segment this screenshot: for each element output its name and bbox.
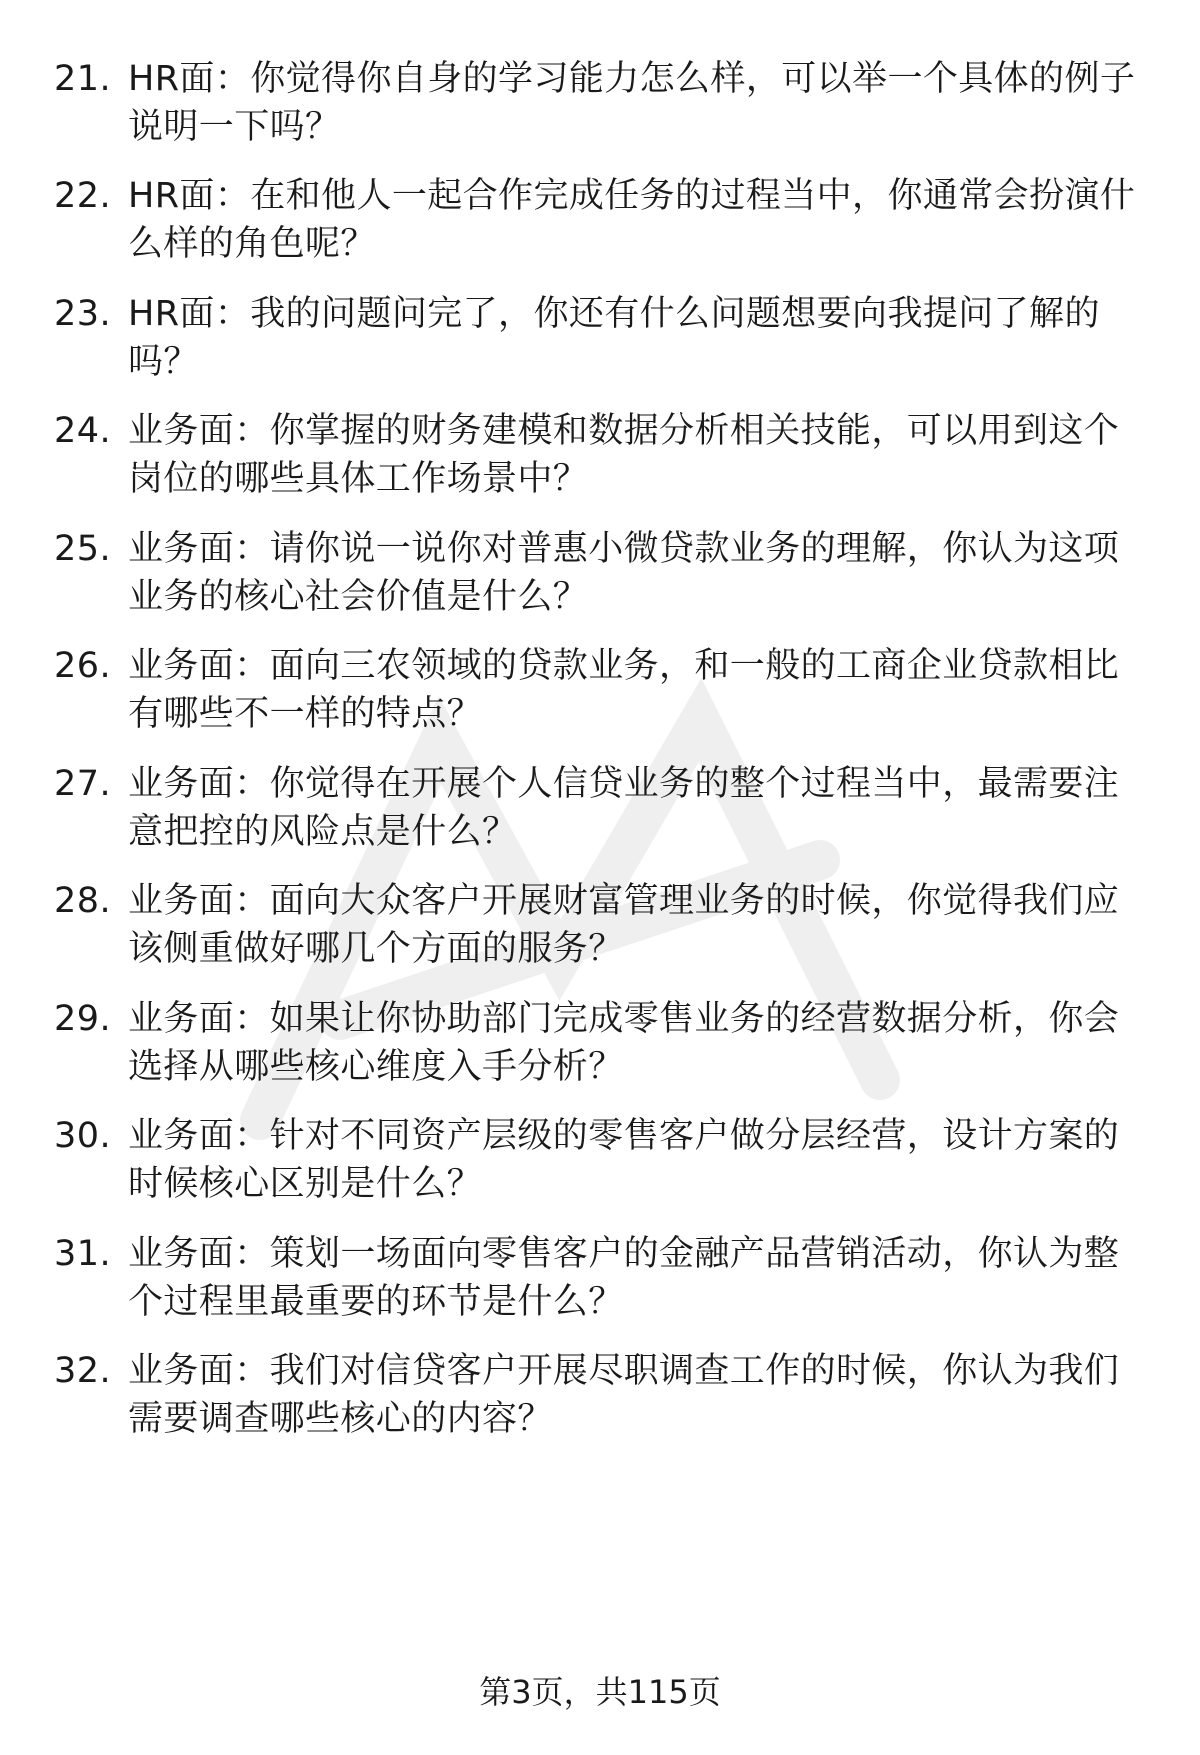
question-number: 28. [54, 881, 112, 921]
question-item [0, 55, 1200, 155]
question-item [0, 172, 1200, 272]
question-text [128, 407, 1158, 503]
question-category: 业务面： [128, 1351, 270, 1391]
question-item [0, 290, 1200, 390]
question-number: 31. [54, 1234, 112, 1274]
question-category: 业务面： [128, 646, 270, 686]
question-line2: 吗？ [128, 342, 199, 382]
question-line2: 选择从哪些核心维度入手分析？ [128, 1047, 624, 1087]
question-item [0, 407, 1200, 507]
question-category: HR面： [128, 176, 251, 216]
question-line2: 该侧重做好哪几个方面的服务？ [128, 929, 624, 969]
question-number: 32. [54, 1351, 112, 1391]
question-line2: 时候核心区别是什么？ [128, 1164, 483, 1204]
question-line1: 在和他人一起合作完成任务的过程当中，你通常会扮演什 [250, 176, 1136, 216]
question-number: 25. [54, 529, 112, 569]
question-category: 业务面： [128, 1234, 270, 1274]
question-number: 27. [54, 764, 112, 804]
question-text [128, 172, 1158, 268]
question-number: 29. [54, 999, 112, 1039]
question-item [0, 877, 1200, 977]
question-line2: 意把控的风险点是什么？ [128, 812, 518, 852]
question-text [128, 290, 1158, 386]
question-text [128, 1112, 1158, 1208]
question-line1: 面向大众客户开展财富管理业务的时候，你觉得我们应 [269, 881, 1120, 921]
question-number: 30. [54, 1116, 112, 1156]
question-text [128, 995, 1158, 1091]
question-category: HR面： [128, 59, 251, 99]
question-line2: 需要调查哪些核心的内容？ [128, 1399, 553, 1439]
question-text [128, 877, 1158, 973]
question-number: 22. [54, 176, 112, 216]
question-number: 23. [54, 294, 112, 334]
question-number: 26. [54, 646, 112, 686]
question-line1: 如果让你协助部门完成零售业务的经营数据分析，你会 [269, 999, 1120, 1039]
question-category: 业务面： [128, 764, 270, 804]
question-text [128, 525, 1158, 621]
question-category: HR面： [128, 294, 251, 334]
question-line2: 岗位的哪些具体工作场景中？ [128, 459, 589, 499]
question-line1: 我们对信贷客户开展尽职调查工作的时候，你认为我们 [269, 1351, 1120, 1391]
question-text [128, 642, 1158, 738]
question-text [128, 55, 1158, 151]
question-number: 24. [54, 411, 112, 451]
question-item [0, 525, 1200, 625]
question-line2: 么样的角色呢？ [128, 224, 376, 264]
question-line1: 面向三农领域的贷款业务，和一般的工商企业贷款相比 [269, 646, 1120, 686]
question-line1: 你觉得你自身的学习能力怎么样，可以举一个具体的例子 [250, 59, 1136, 99]
question-line1: 请你说一说你对普惠小微贷款业务的理解，你认为这项 [269, 529, 1120, 569]
question-text [128, 1230, 1158, 1326]
page-number-footer: 第3页，共115页 [479, 1673, 721, 1711]
question-category: 业务面： [128, 411, 270, 451]
question-line1: 你掌握的财务建模和数据分析相关技能，可以用到这个 [269, 411, 1120, 451]
question-line1: 策划一场面向零售客户的金融产品营销活动，你认为整 [269, 1234, 1120, 1274]
question-line1: 我的问题问完了，你还有什么问题想要向我提问了解的 [250, 294, 1100, 334]
question-line2: 有哪些不一样的特点？ [128, 694, 483, 734]
question-item [0, 1112, 1200, 1212]
question-line1: 针对不同资产层级的零售客户做分层经营，设计方案的 [269, 1116, 1120, 1156]
question-number: 21. [54, 59, 112, 99]
question-category: 业务面： [128, 1116, 270, 1156]
question-category: 业务面： [128, 999, 270, 1039]
question-item [0, 642, 1200, 742]
question-item [0, 1230, 1200, 1330]
question-line1: 你觉得在开展个人信贷业务的整个过程当中，最需要注 [269, 764, 1120, 804]
question-item [0, 1347, 1200, 1447]
question-line2: 个过程里最重要的环节是什么？ [128, 1282, 624, 1322]
question-text [128, 760, 1158, 856]
question-text [128, 1347, 1158, 1443]
question-item [0, 760, 1200, 860]
question-line2: 说明一下吗？ [128, 107, 341, 147]
question-line2: 业务的核心社会价值是什么？ [128, 577, 589, 617]
question-item [0, 995, 1200, 1095]
question-category: 业务面： [128, 881, 270, 921]
question-category: 业务面： [128, 529, 270, 569]
